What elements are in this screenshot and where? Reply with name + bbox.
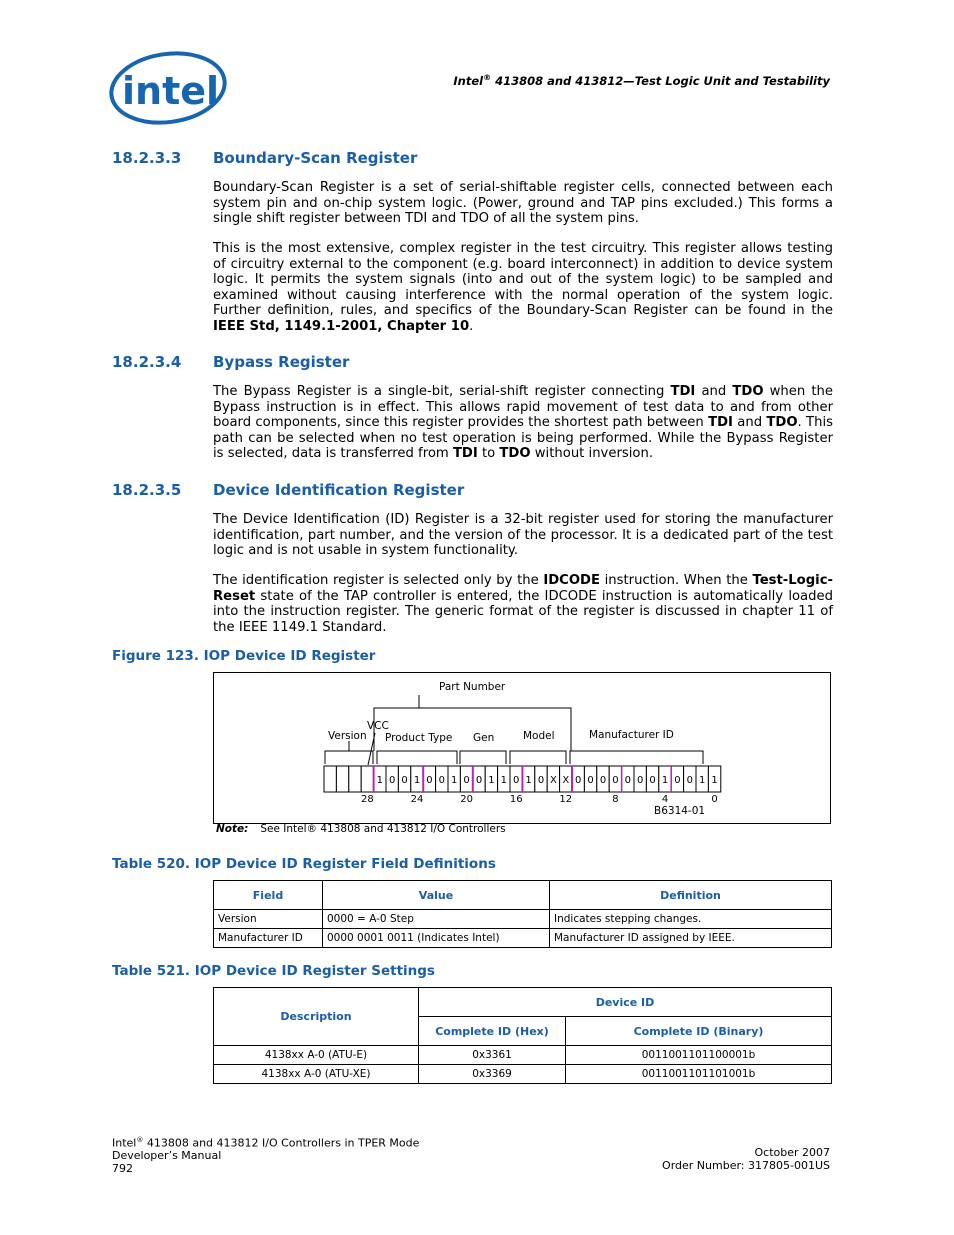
field-definitions-table xyxy=(213,880,832,948)
paragraph: The identification register is selected only by the IDCODE instruction. When the Test-Logic-Reset state of the TAP controller is entered, the IDCODE instruction is automatically loaded into the instruction register. The generic format of the register is discussed in chapter 11 of the IEEE 1149.1 Standard. xyxy=(213,573,833,635)
bit-value: 0 xyxy=(401,775,408,786)
manufacturer-id-label: Manufacturer ID xyxy=(589,729,674,741)
bit-value: 0 xyxy=(612,775,619,786)
bit-value: 0 xyxy=(475,775,483,786)
bit-number: 28 xyxy=(361,794,374,805)
bit-number: 4 xyxy=(661,794,669,805)
paragraph: This is the most extensive, complex register in the test circuitry. This register allows testing of circuitry external to the component (e.g. board interconnect) in addition to device system logic. It permits the system signals (into and out of the system logic) to be sampled and examined without causing interference with the normal operation of the system logic. Further definition, rules, and specifics of the Boundary-Scan Register can be found in the IEEE Std, 1149.1-2001, Chapter 10. xyxy=(213,241,833,334)
bit-value: 0 xyxy=(649,775,656,786)
table-cell: 4138xx A-0 (ATU-E) xyxy=(214,1046,419,1065)
bit-value: 1 xyxy=(500,775,507,786)
bit-value: 1 xyxy=(699,775,706,786)
version-label: Version xyxy=(328,730,367,742)
bit-value: 1 xyxy=(376,775,383,786)
paragraph: The Bypass Register is a single-bit, serial-shift register connecting TDI and TDO when the Bypass instruction is in effect. This allows rapid movement of test data to and from other board components, since this register provides the shortest path between TDI and TDO. This path can be selected when no test operation is being performed. While the Bypass Register is selected, data is transferred from TDI to TDO without inversion. xyxy=(213,384,833,461)
paragraph: Boundary-Scan Register is a set of serial-shiftable register cells, connected between each system pin and on-chip system logic. (Power, ground and TAP pins excluded.) This forms a single shift register between TDI and TDO of all the system pins. xyxy=(213,180,833,226)
bit-value: 0 xyxy=(389,775,396,786)
bit-cell xyxy=(361,766,373,792)
bit-value: 0 xyxy=(513,775,520,786)
bit-value: 1 xyxy=(711,775,718,786)
table-row xyxy=(214,1046,832,1065)
footer-right: October 2007 Order Number: 317805-001US xyxy=(662,1146,830,1172)
bit-value: 0 xyxy=(438,775,445,786)
paragraph: The Device Identification (ID) Register is a 32-bit register used for storing the manufacturer identification, part number, and the version of the processor. It is a dedicated part of the test logic and is not usable in system functionality. xyxy=(213,512,833,558)
section-number: 18.2.3.3 xyxy=(112,149,182,167)
table-cell: 4138xx A-0 (ATU-XE) xyxy=(214,1065,419,1084)
bit-value: 0 xyxy=(674,775,681,786)
part-number-label: Part Number xyxy=(439,681,506,693)
column-header: Description xyxy=(214,988,419,1046)
model-label: Model xyxy=(523,730,555,742)
id-register-diagram xyxy=(214,673,830,823)
column-header: Complete ID (Binary) xyxy=(566,1017,832,1046)
figure-box xyxy=(213,672,831,824)
bit-number: 0 xyxy=(711,794,718,805)
bit-number: 24 xyxy=(410,794,424,805)
bit-value: 0 xyxy=(537,775,545,786)
column-header: Value xyxy=(323,881,550,910)
bit-value: 0 xyxy=(624,775,631,786)
running-header: Intel® 413808 and 413812—Test Logic Unit and Testability xyxy=(453,73,830,88)
section-number: 18.2.3.5 xyxy=(112,481,182,499)
table-cell: 0011001101100001b xyxy=(566,1046,832,1065)
bit-number: 16 xyxy=(509,794,523,805)
table-cell: Indicates stepping changes. xyxy=(550,910,832,929)
table-row xyxy=(214,1065,832,1084)
table-caption: Table 520. IOP Device ID Register Field Definitions xyxy=(112,856,496,872)
bit-cell xyxy=(349,766,361,792)
bit-value: 1 xyxy=(488,775,495,786)
column-header: Complete ID (Hex) xyxy=(419,1017,566,1046)
bit-value: 0 xyxy=(686,775,693,786)
vcc-label: VCC xyxy=(367,720,389,732)
table-row xyxy=(214,929,832,948)
figure-code: B6314-01 xyxy=(654,805,706,817)
table-caption: Table 521. IOP Device ID Register Settings xyxy=(112,963,435,979)
bit-value: X xyxy=(549,775,557,786)
product-type-label: Product Type xyxy=(385,732,453,744)
table-cell: 0000 0001 0011 (Indicates Intel) xyxy=(323,929,550,948)
bit-value: 0 xyxy=(599,775,607,786)
column-header: Field xyxy=(214,881,323,910)
figure-caption: Figure 123. IOP Device ID Register xyxy=(112,648,376,664)
section-title: Device Identification Register xyxy=(213,481,465,499)
section-title: Bypass Register xyxy=(213,353,350,371)
table-cell: 0x3361 xyxy=(419,1046,566,1065)
logo-text: intel xyxy=(122,69,220,113)
footer-left: Intel® 413808 and 413812 I/O Controllers in TPER Mode Developer’s Manual 792 xyxy=(112,1136,420,1175)
column-header: Device ID xyxy=(419,988,832,1017)
bit-cell xyxy=(324,766,336,792)
bit-number: 8 xyxy=(612,794,619,805)
table-cell: 0000 = A-0 Step xyxy=(323,910,550,929)
table-cell: 0x3369 xyxy=(419,1065,566,1084)
table-cell: 0011001101101001b xyxy=(566,1065,832,1084)
register-settings-table xyxy=(213,987,832,1084)
bit-number: 12 xyxy=(559,794,573,805)
bit-value: 0 xyxy=(575,775,582,786)
table-cell: Manufacturer ID assigned by IEEE. xyxy=(550,929,832,948)
bit-value: 1 xyxy=(451,775,458,786)
bit-value: 0 xyxy=(587,775,594,786)
bit-number: 20 xyxy=(460,794,473,805)
bit-value: 0 xyxy=(637,775,644,786)
table-cell: Manufacturer ID xyxy=(214,929,323,948)
table-cell: Version xyxy=(214,910,323,929)
table-row xyxy=(214,910,832,929)
bit-cell xyxy=(336,766,348,792)
bit-value: 0 xyxy=(426,775,433,786)
bit-value: X xyxy=(562,775,570,786)
section-title: Boundary-Scan Register xyxy=(213,149,418,167)
bit-value: 1 xyxy=(525,775,532,786)
bit-value: 0 xyxy=(463,775,470,786)
bit-value: 1 xyxy=(661,775,669,786)
figure-note: Note: See Intel® 413808 and 413812 I/O Controllers xyxy=(216,823,506,835)
intel-logo xyxy=(108,48,228,128)
column-header: Definition xyxy=(550,881,832,910)
section-number: 18.2.3.4 xyxy=(112,353,182,371)
bit-value: 1 xyxy=(413,775,421,786)
gen-label: Gen xyxy=(473,732,495,744)
